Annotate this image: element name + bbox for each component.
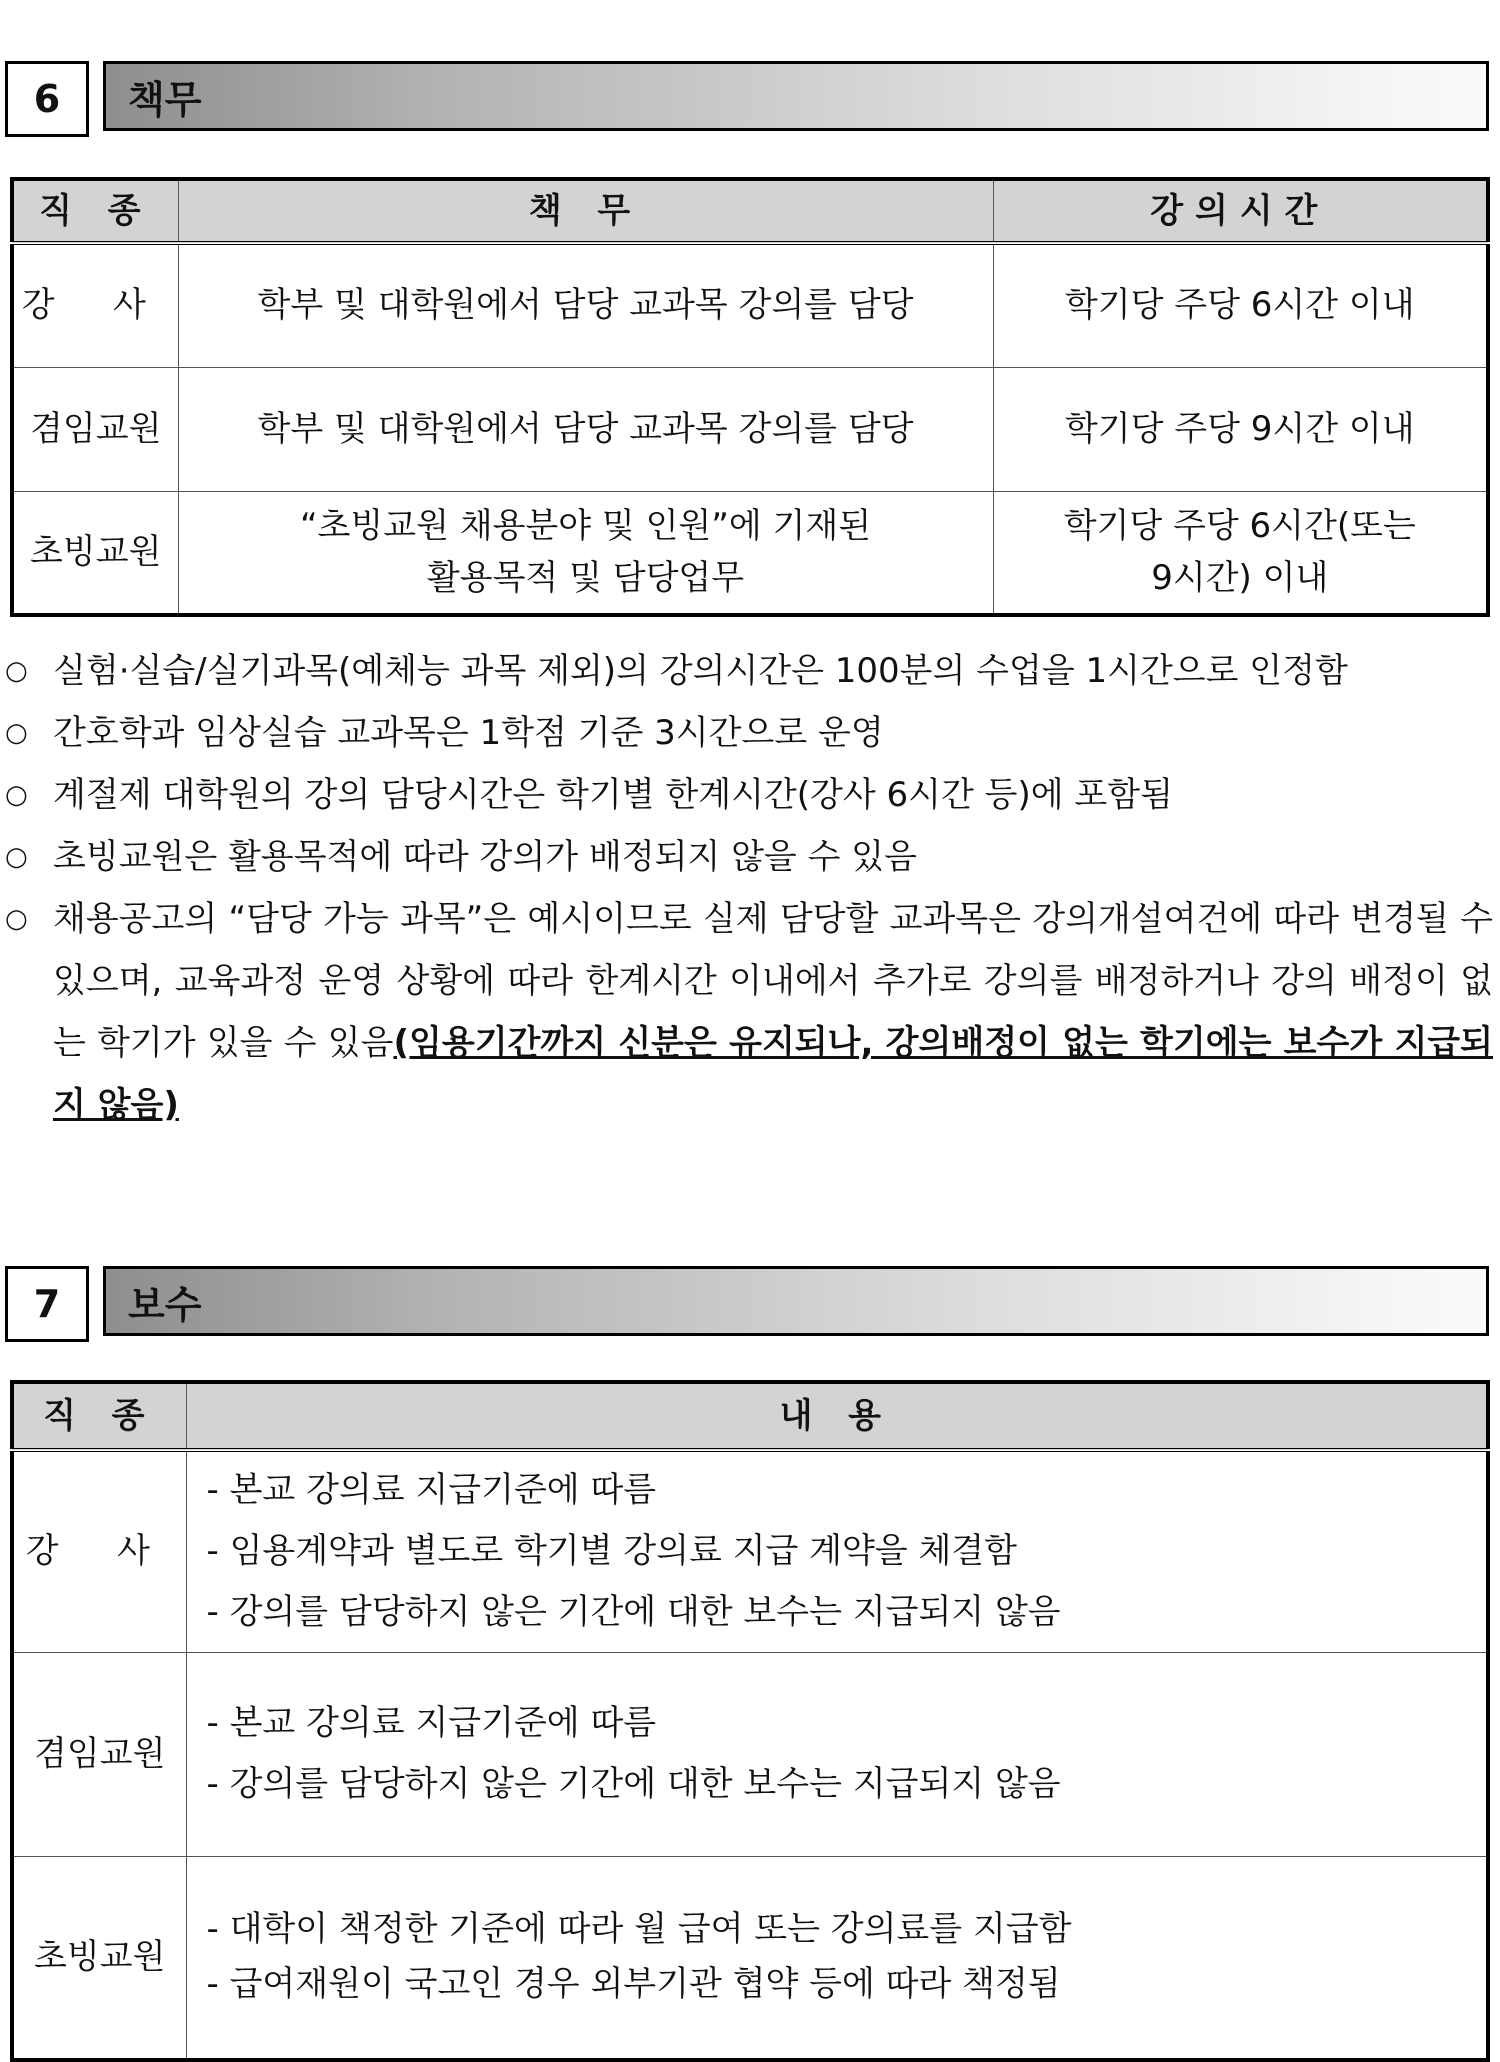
hours-line: 학기당 주당 6시간(또는	[1063, 505, 1416, 546]
content-line: - 본교 강의료 지급기준에 따름	[206, 1470, 657, 1511]
note-item: ○ 간호학과 임상실습 교과목은 1학점 기준 3시간으로 운영	[5, 702, 1493, 764]
circle-bullet-icon: ○	[5, 842, 28, 872]
table-row	[12, 491, 1488, 615]
content-line: - 급여재원이 국고인 경우 외부기관 협약 등에 따라 책정됨	[206, 1964, 1061, 2005]
table-header-row	[12, 1382, 1488, 1450]
note-item: ○ 초빙교원은 활용목적에 따라 강의가 배정되지 않을 수 있음	[5, 826, 1493, 888]
duty-line: “초빙교원 채용분야 및 인원”에 기재된	[299, 505, 872, 546]
header-hours: 강의시간	[993, 179, 1488, 243]
job-type-cell: 강 사	[12, 243, 178, 367]
content-line: - 대학이 책정한 기준에 따라 월 급여 또는 강의료를 지급함	[206, 1909, 1072, 1950]
hours-line: 9시간) 이내	[1151, 558, 1329, 599]
note-item: ○ 실험·실습/실기과목(예체능 과목 제외)의 강의시간은 100분의 수업을 1시간으로 인정함	[5, 640, 1493, 702]
note-emphasis: (임용기간까지 신분은 유지되나, 강의배정이 없는 학기에는 보수가 지급되지 않음)	[53, 1023, 1493, 1125]
circle-bullet-icon: ○	[5, 904, 28, 934]
section-7-header	[5, 1266, 1495, 1340]
content-line: - 강의를 담당하지 않은 기간에 대한 보수는 지급되지 않음	[206, 1764, 1061, 1804]
duty-notes	[5, 640, 1493, 1136]
job-type-cell: 초빙교원	[12, 491, 178, 615]
duties-table	[10, 177, 1490, 617]
content-line: - 본교 강의료 지급기준에 따름	[206, 1703, 657, 1743]
table-header-row	[12, 179, 1488, 243]
hours-cell	[993, 491, 1488, 615]
circle-bullet-icon: ○	[5, 656, 28, 686]
hours-cell: 학기당 주당 6시간 이내	[993, 243, 1488, 367]
content-cell	[186, 1856, 1488, 2060]
table-row	[12, 243, 1488, 367]
duty-cell	[178, 491, 993, 615]
salary-table	[10, 1380, 1490, 2062]
table-row	[12, 367, 1488, 491]
note-item: ○ 채용공고의 “담당 가능 과목”은 예시이므로 실제 담당할 교과목은 강의개설여건에 따라 변경될 수 있으며, 교육과정 운영 상황에 따라 한계시간 이내에서 추가로 강의를 배정하거나 강의 배정이 없는 학기가 있을 수 있음(임용기간까지 신분은 유지되나, 강의배정이 없는 학기에는 보수가 지급되지 않음)	[5, 888, 1493, 1136]
job-type-cell: 초빙교원	[12, 1856, 186, 2060]
header-job-type: 직 종	[12, 179, 178, 243]
content-line: - 강의를 담당하지 않은 기간에 대한 보수는 지급되지 않음	[206, 1592, 1061, 1633]
table-row	[12, 1450, 1488, 1652]
header-duty: 책 무	[178, 179, 993, 243]
section-title: 보수	[103, 1266, 1489, 1336]
content-line: - 임용계약과 별도로 학기별 강의료 지급 계약을 체결함	[206, 1531, 1017, 1572]
job-type-cell: 겸임교원	[12, 367, 178, 491]
header-job-type: 직 종	[12, 1382, 186, 1450]
section-number: 7	[5, 1266, 89, 1342]
job-type-cell: 강 사	[12, 1450, 186, 1652]
circle-bullet-icon: ○	[5, 718, 28, 748]
circle-bullet-icon: ○	[5, 780, 28, 810]
job-type-cell: 겸임교원	[12, 1652, 186, 1856]
content-cell	[186, 1450, 1488, 1652]
section-6-header	[5, 61, 1495, 135]
table-row	[12, 1652, 1488, 1856]
section-number: 6	[5, 61, 89, 137]
note-item: ○ 계절제 대학원의 강의 담당시간은 학기별 한계시간(강사 6시간 등)에 포함됨	[5, 764, 1493, 826]
hours-cell: 학기당 주당 9시간 이내	[993, 367, 1488, 491]
duty-line: 활용목적 및 담당업무	[426, 558, 745, 599]
duty-cell: 학부 및 대학원에서 담당 교과목 강의를 담당	[178, 367, 993, 491]
content-cell	[186, 1652, 1488, 1856]
table-row	[12, 1856, 1488, 2060]
duty-cell: 학부 및 대학원에서 담당 교과목 강의를 담당	[178, 243, 993, 367]
section-title: 책무	[103, 61, 1489, 131]
header-content: 내 용	[186, 1382, 1488, 1450]
